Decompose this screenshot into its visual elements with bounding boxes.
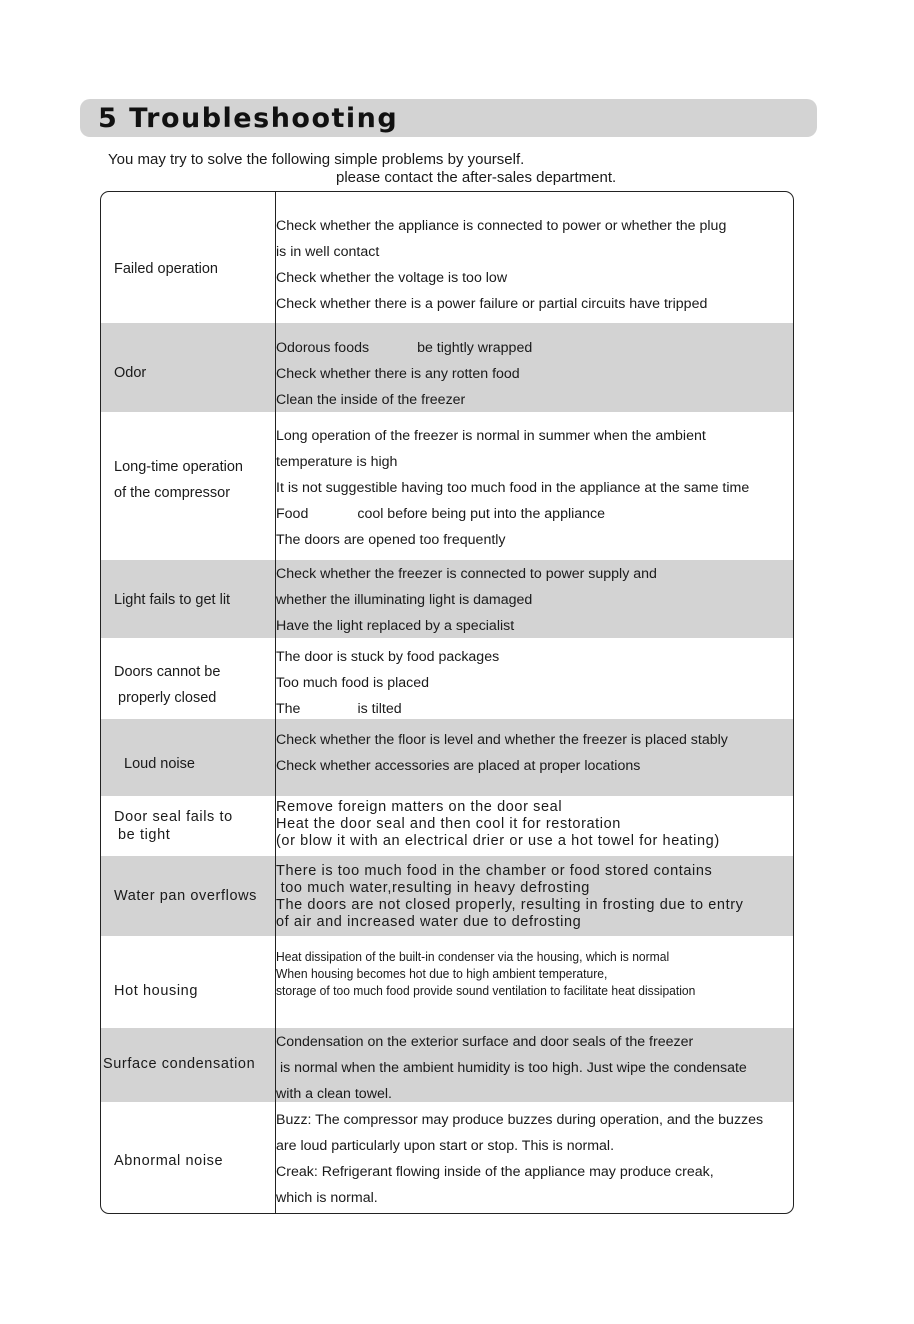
solution-list: Odorous foods be tightly wrapped Check whether there is any rotten food Clean the inside of the freezer (276, 340, 533, 408)
intro-line-2: please contact the after-sales department. (336, 169, 617, 186)
solution-list: Condensation on the exterior surface and door seals of the freezer is normal when the ambient humidity is too high. Just wipe the condensate with a clean towel. (276, 1034, 747, 1102)
issue-label: Long-time operation of the compressor (114, 459, 243, 501)
troubleshooting-table (100, 191, 794, 1214)
table-row-long-time-operation (101, 412, 793, 560)
table-row-light-fails (101, 560, 793, 638)
table-row-water-pan (101, 856, 793, 936)
solution-list: The door is stuck by food packages Too much food is placed The is tilted (276, 649, 500, 717)
table-row-doors-not-closed (101, 638, 793, 719)
solution-list: Check whether the appliance is connected to power or whether the plug is in well contact Check whether the voltage is too low Check whether there is a power failure or partial circuits have tripped (276, 218, 727, 312)
table-row-hot-housing (101, 936, 793, 1028)
issue-label: Failed operation (114, 261, 218, 277)
table-row-odor (101, 323, 793, 412)
issue-label: Surface condensation (103, 1056, 256, 1072)
solution-list: Check whether the floor is level and whether the freezer is placed stably Check whether accessories are placed at proper locations (276, 732, 728, 774)
solution-list: Long operation of the freezer is normal in summer when the ambient temperature is high It is not suggestible having too much food in the appliance at the same time Food cool before being put into the appliance The doors are opened too frequently (276, 428, 750, 548)
table-row-surface-condensation (101, 1028, 793, 1102)
issue-label: Light fails to get lit (114, 592, 231, 608)
issue-label: Doors cannot be properly closed (114, 664, 221, 706)
issue-label: Odor (114, 365, 147, 381)
solution-list: Remove foreign matters on the door seal Heat the door seal and then cool it for restoration (or blow it with an electrical drier or use a hot towel for heating) (276, 799, 720, 849)
issue-label: Hot housing (114, 983, 198, 999)
table-row-abnormal-noise (101, 1102, 793, 1213)
issue-label: Loud noise (124, 756, 195, 772)
table-row-door-seal (101, 796, 793, 856)
solution-list: There is too much food in the chamber or food stored contains too much water,resulting in heavy defrosting The doors are not closed properly, resulting in frosting due to entry of air and increased water due to defrosting (276, 863, 744, 930)
issue-label: Door seal fails to be tight (114, 809, 233, 843)
intro-line-1: You may try to solve the following simple problems by yourself. (108, 151, 525, 168)
column-divider (275, 192, 276, 1213)
solution-list: Heat dissipation of the built-in condenser via the housing, which is normal When housing becomes hot due to high ambient temperature, storage of too much food provide sound ventilation to facilitate heat dissipation (276, 949, 696, 998)
issue-label: Water pan overflows (114, 888, 258, 904)
section-title-bar (80, 99, 817, 137)
issue-label: Abnormal noise (114, 1153, 224, 1169)
solution-list: Buzz: The compressor may produce buzzes during operation, and the buzzes are loud particularly upon start or stop. This is normal. Creak: Refrigerant flowing inside of the appliance may produce creak, which is normal. (276, 1112, 764, 1206)
solution-list: Check whether the freezer is connected to power supply and whether the illuminating light is damaged Have the light replaced by a specialist (276, 566, 657, 634)
page-title: 5 Troubleshooting (98, 103, 399, 134)
table-row-failed-operation (101, 192, 793, 323)
table-row-loud-noise (101, 719, 793, 796)
